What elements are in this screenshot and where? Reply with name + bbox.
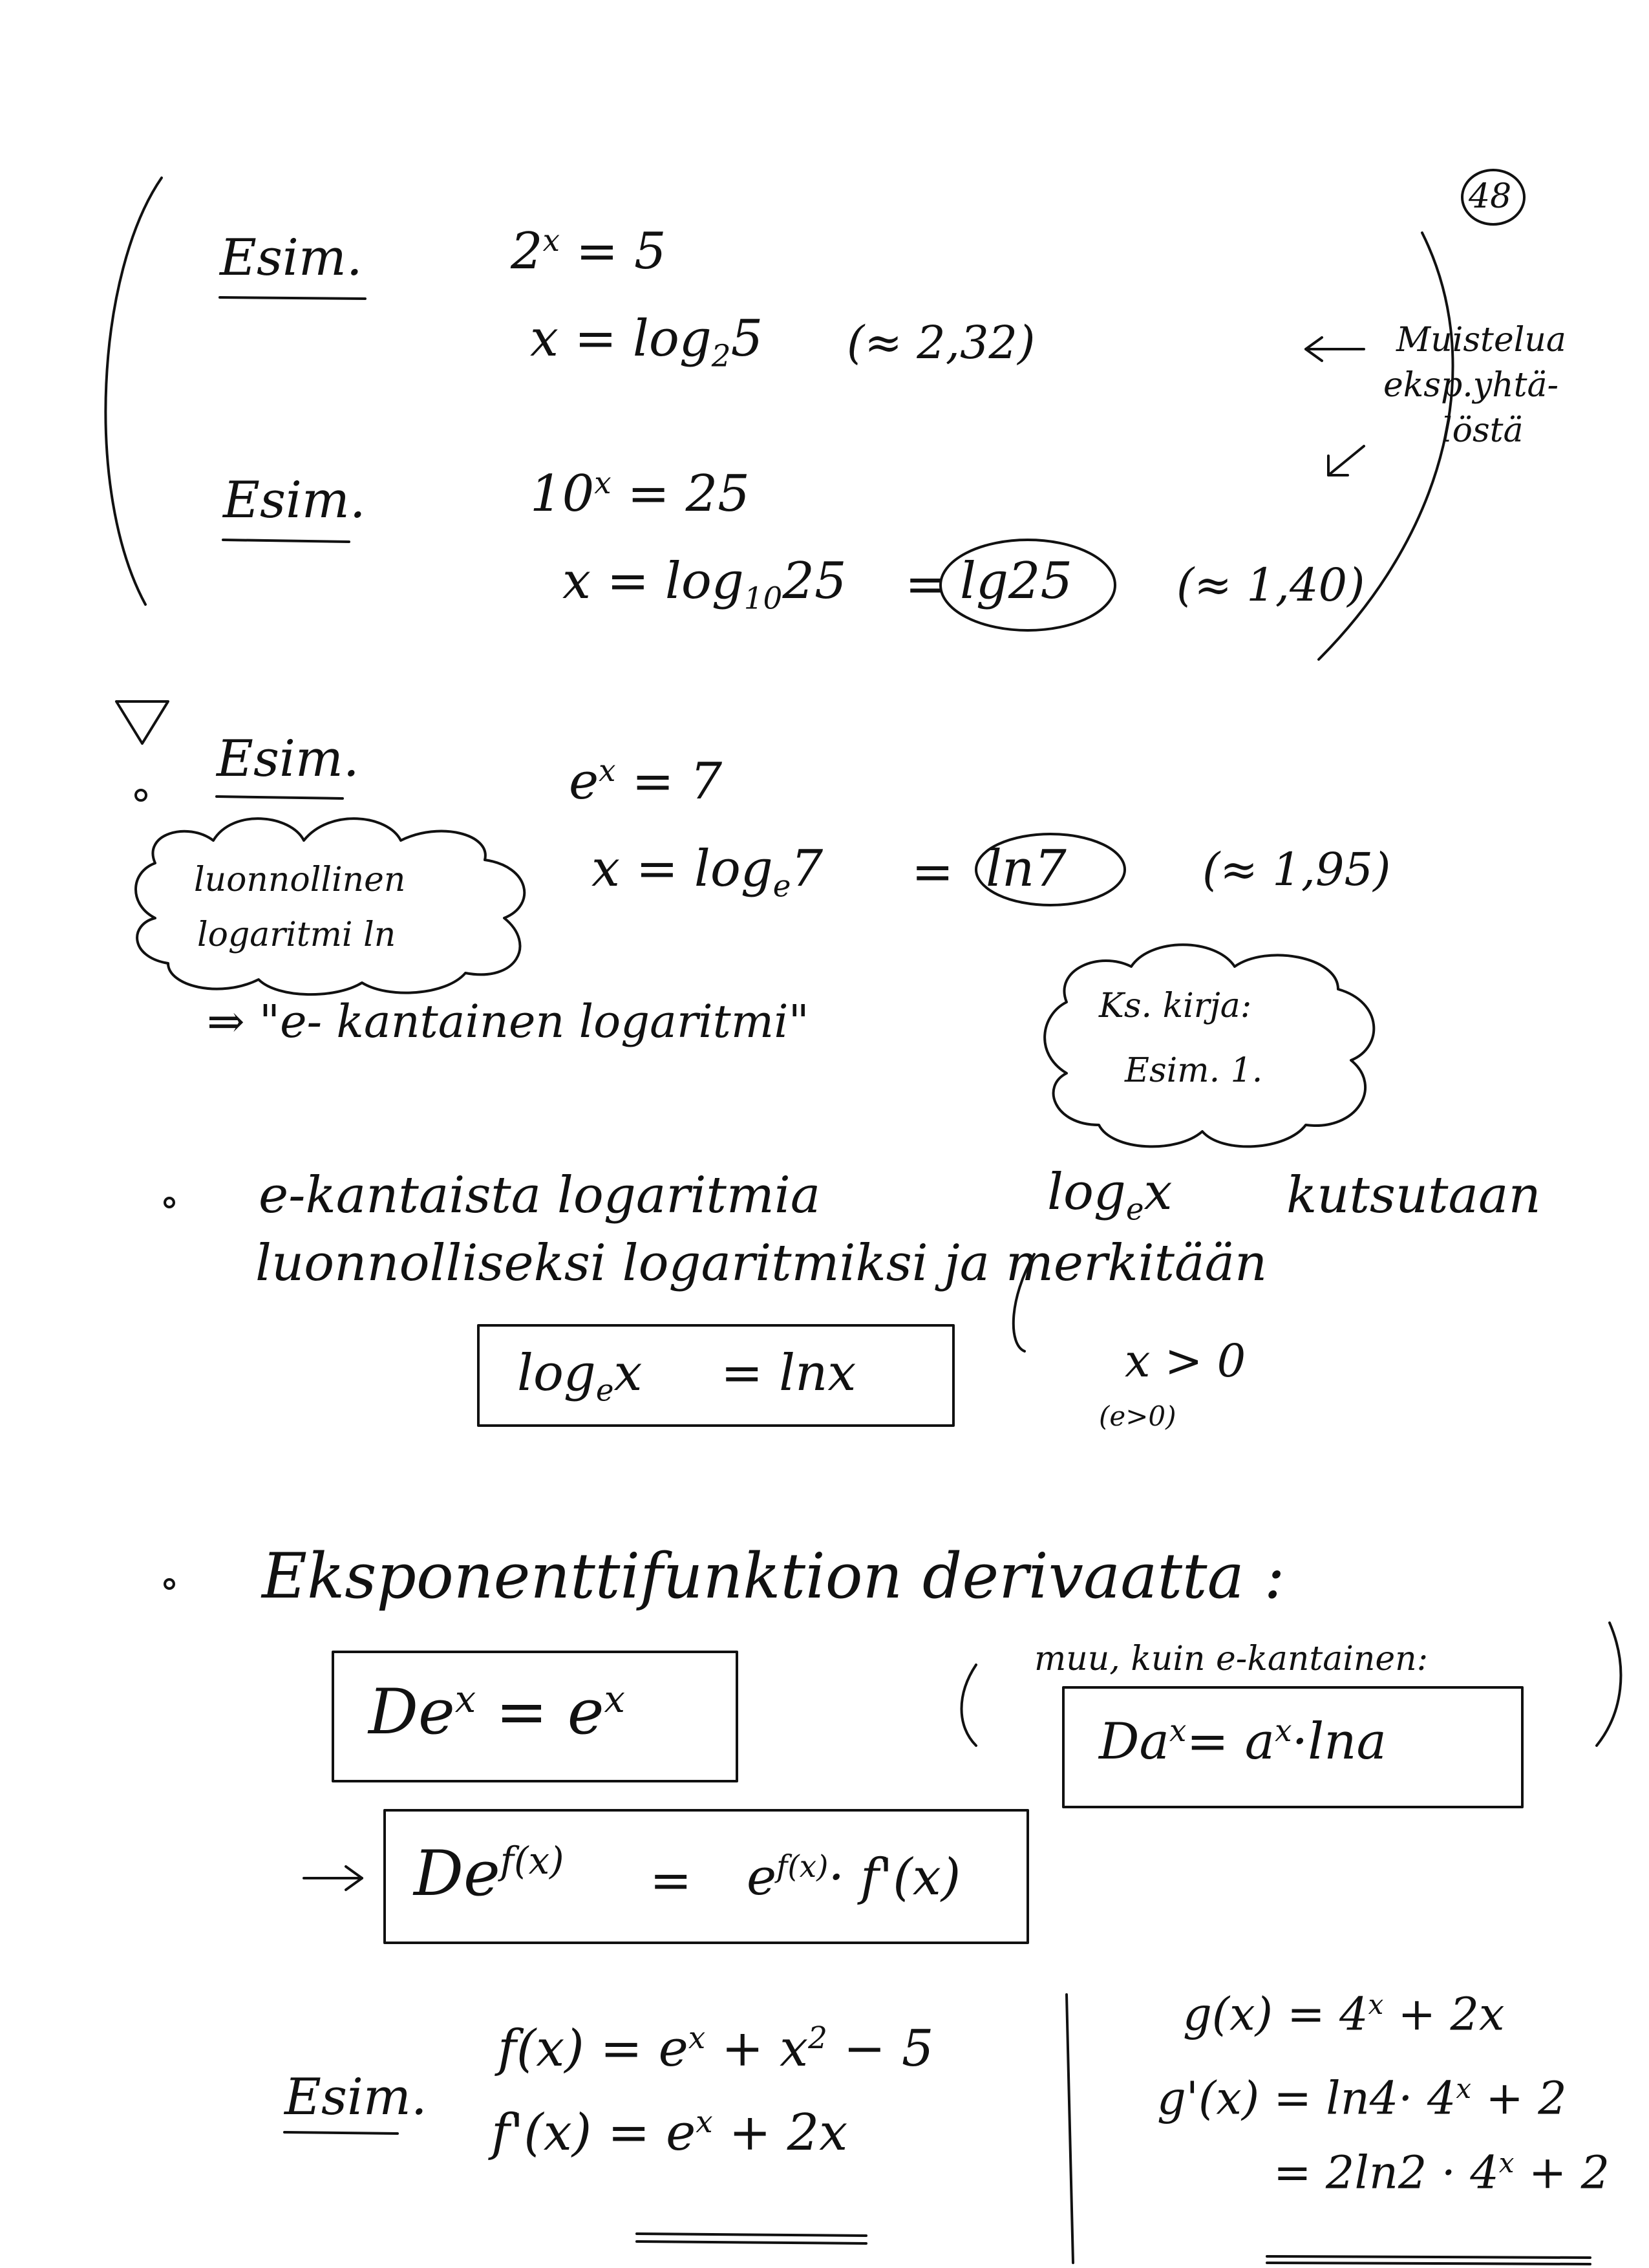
esim1-underline xyxy=(220,297,365,299)
ex5-line2: $g'(x) = \ln 4\cdot 4^x + 2$ xyxy=(1157,2071,1567,2125)
box2-formula: $De^x = e^x$ xyxy=(368,1676,626,1748)
page-number: 48 xyxy=(1469,177,1512,216)
ex3-approx: (≈ 1,95) xyxy=(1202,843,1391,896)
cloud1-line2: logaritmi ln xyxy=(197,915,396,954)
ex2-label: Esim. xyxy=(223,471,366,530)
bullet1-line1a: e-kantaista logaritmia xyxy=(259,1166,821,1225)
ex1-label: Esim. xyxy=(220,229,363,287)
ex3-circled: ln7 xyxy=(986,840,1067,898)
note-text: muu, kuin e-kantainen: xyxy=(1034,1640,1429,1678)
bullet1-line1b: $\log_ex$ xyxy=(1047,1163,1173,1228)
box1-lhs: $\log_ex$ xyxy=(517,1344,643,1409)
cloud2-outline xyxy=(1045,945,1374,1146)
box4-rhs: $e^{f(x)}\cdot f'(x)$ xyxy=(747,1848,961,1907)
ex3-equation: $e^x = 7$ xyxy=(569,753,723,811)
ex3-label: Esim. xyxy=(217,730,359,788)
cloud2-line2: Esim. 1. xyxy=(1125,1051,1263,1090)
ex1-solution: $x = \log_25$ xyxy=(530,310,763,374)
ex1-equation: $2^x = 5$ xyxy=(511,222,666,281)
bullet2-heading: Eksponenttifunktion derivaatta : xyxy=(262,1540,1285,1612)
ex2-eq-sign: = xyxy=(905,555,948,614)
box4-lhs: $De^{f(x)}$ xyxy=(414,1837,564,1910)
side-note-line2: eksp.yhtä- xyxy=(1383,366,1559,405)
ex5-line3: = $2\ln 2 \cdot 4^x + 2$ xyxy=(1273,2146,1610,2199)
ex4-label: Esim. xyxy=(284,2068,427,2126)
cloud2-line1: Ks. kirja: xyxy=(1099,987,1252,1025)
esim4-underline xyxy=(284,2132,398,2134)
esim2-underline xyxy=(223,540,349,542)
condition-2: (e>0) xyxy=(1099,1400,1176,1432)
ex4-underline-b xyxy=(637,2241,866,2243)
ex4-line2: $f'(x) = e^x + 2x$ xyxy=(491,2104,848,2162)
ex4-line1: $f(x) = e^x + x^2 - 5$ xyxy=(498,2020,934,2078)
cloud1-line1: luonnollinen xyxy=(194,861,406,899)
esim3-underline xyxy=(217,797,343,798)
box1-rhs: = lnx xyxy=(721,1344,856,1402)
ex3-solution: $x = \log_e7$ xyxy=(591,840,824,904)
ex2-solution: $x = \log_{10}25$ xyxy=(562,552,847,617)
ex5-line1: $g(x) = 4^x + 2x$ xyxy=(1183,1987,1505,2041)
bullet1-line2: luonnolliseksi logaritmiksi ja merkitään xyxy=(255,1234,1268,1292)
side-note-line1: Muistelua xyxy=(1396,321,1566,359)
box3-formula: $Da^x= a^x\cdot\ln a$ xyxy=(1099,1713,1387,1771)
bullet1-line1c: kutsutaan xyxy=(1286,1166,1541,1225)
note-paren-right xyxy=(1597,1623,1621,1746)
left-bracket xyxy=(105,178,162,604)
vertical-divider xyxy=(1067,1995,1073,2263)
ex2-approx: (≈ 1,40) xyxy=(1176,559,1365,612)
side-note-line3: löstä xyxy=(1442,411,1524,450)
ex5-underline-a xyxy=(1267,2256,1590,2258)
bullet-dot-1 xyxy=(165,1198,174,1207)
bullet-dot-2 xyxy=(165,1579,174,1589)
condition-1: x > 0 xyxy=(1125,1334,1246,1387)
arrow-diag-shaft xyxy=(1328,446,1364,475)
ex2-circled: lg25 xyxy=(960,552,1073,610)
ex2-equation: $10^x = 25$ xyxy=(530,465,750,523)
implies-note: ⇒ "e- kantainen logaritmi" xyxy=(207,995,809,1048)
ex4-underline-a xyxy=(637,2234,866,2236)
warning-dot xyxy=(136,790,146,800)
ex1-approx: (≈ 2,32) xyxy=(847,316,1036,369)
note-paren-left xyxy=(962,1665,977,1746)
warning-triangle xyxy=(116,701,168,744)
box4-eq: = xyxy=(650,1852,692,1910)
cloud1-outline xyxy=(136,818,524,994)
ex5-underline-b xyxy=(1267,2263,1590,2264)
ex3-eq-sign: = xyxy=(911,843,954,901)
